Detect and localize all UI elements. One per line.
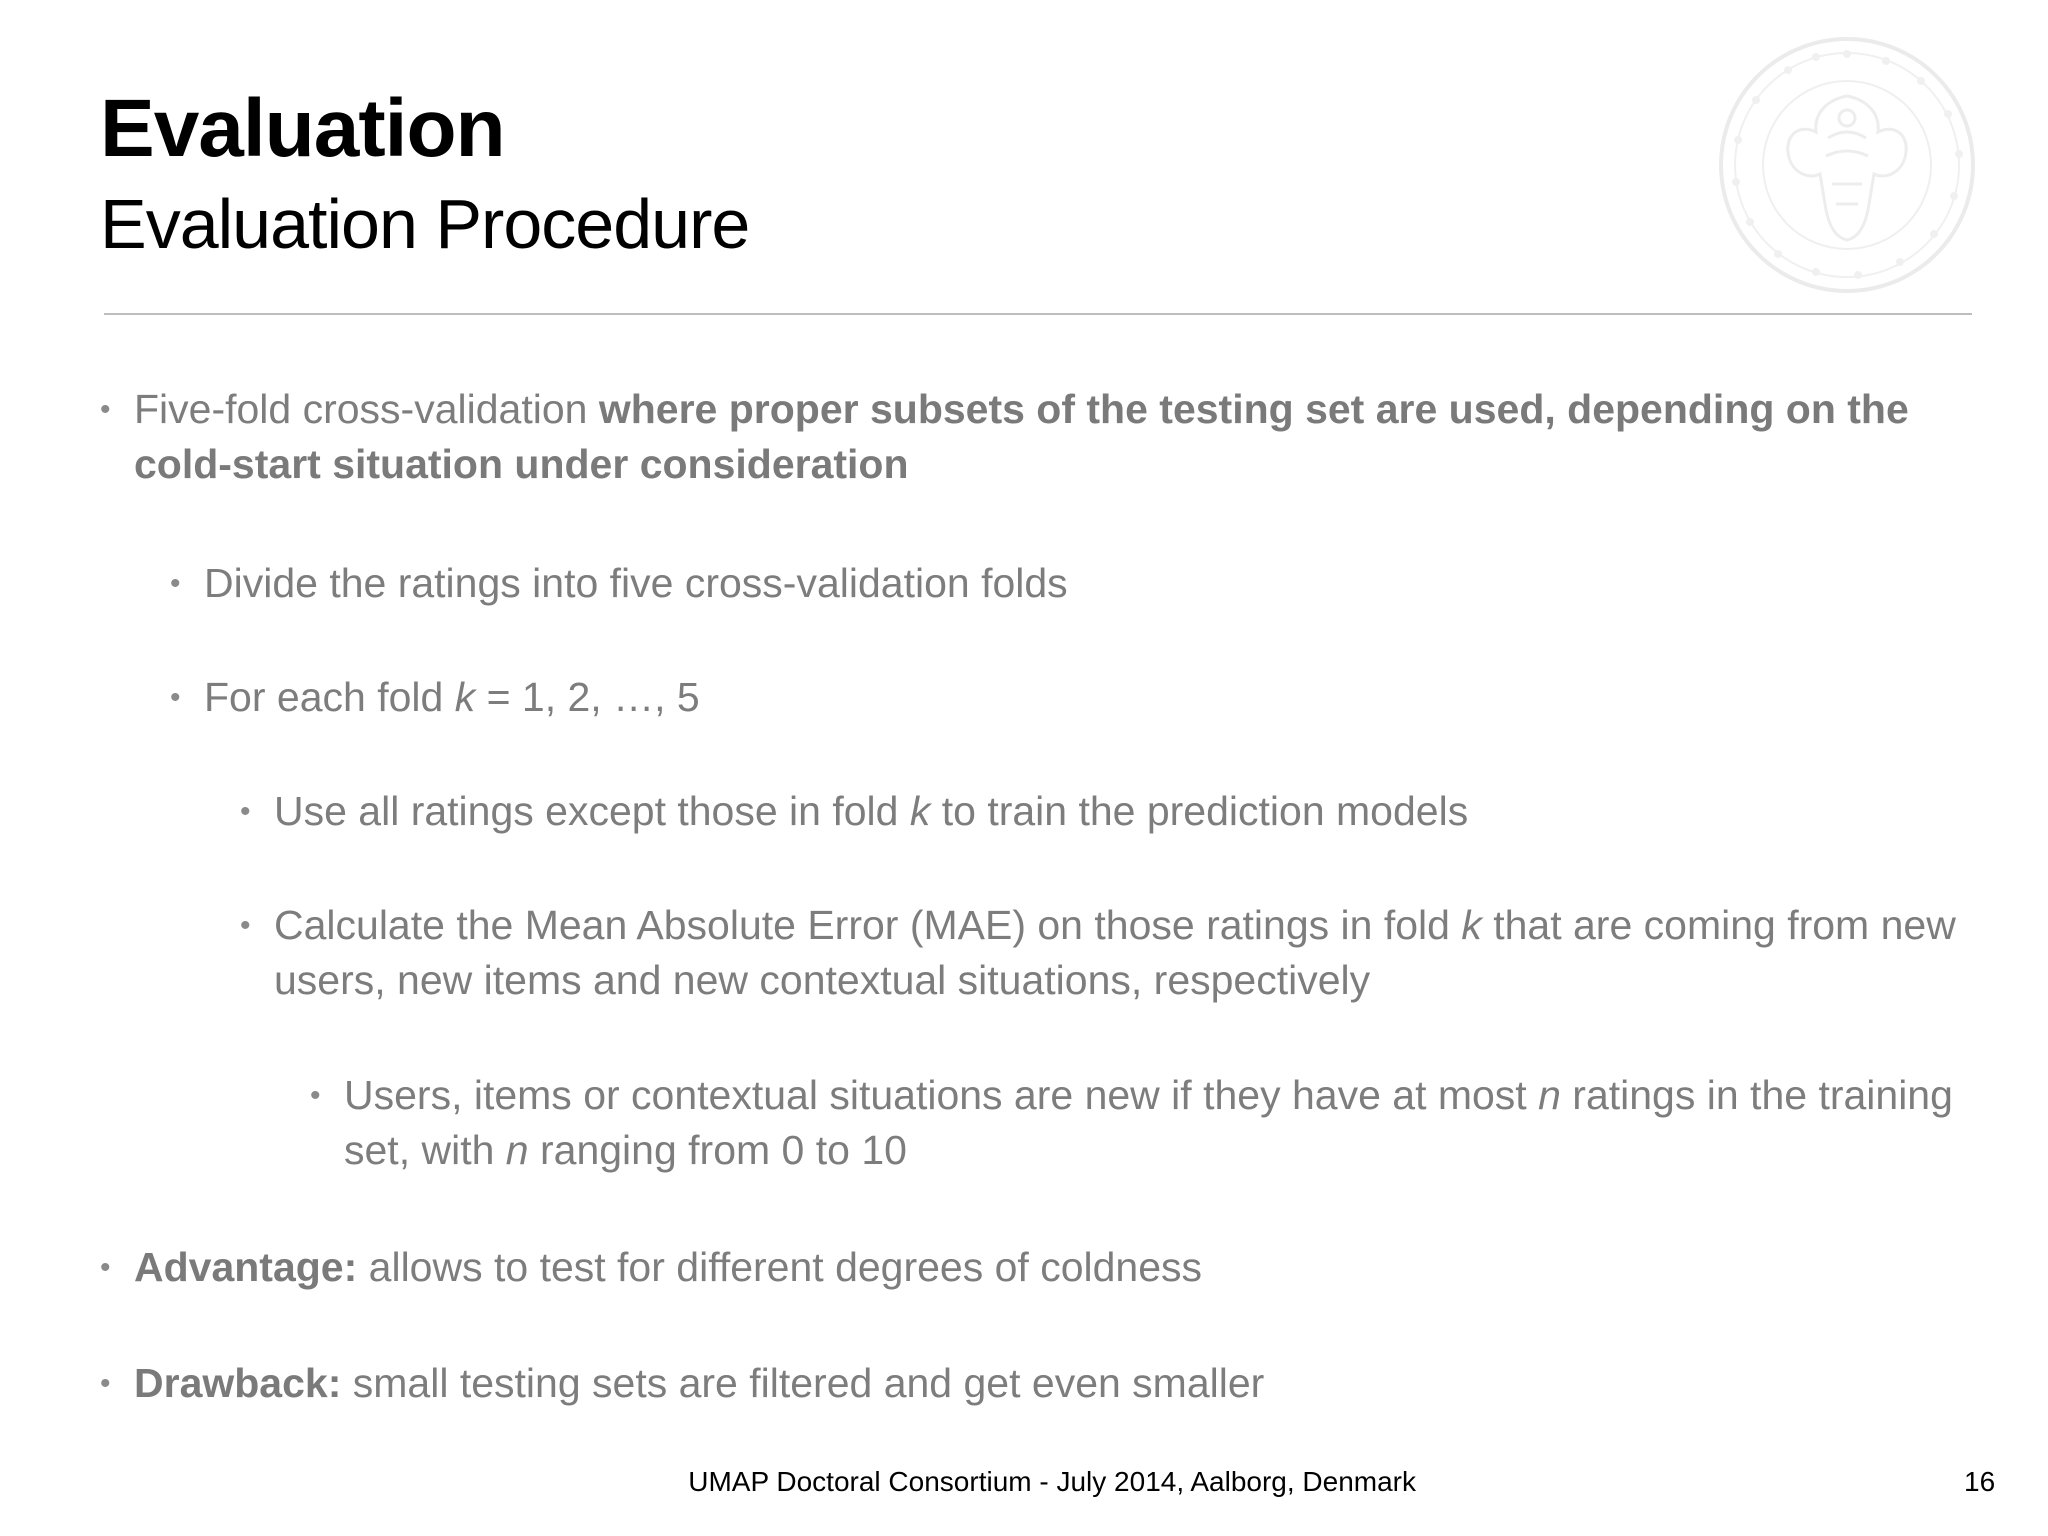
bullet-run: allows to test for different degrees of coldness <box>357 1244 1203 1290</box>
bullet-run: ranging from 0 to 10 <box>528 1127 907 1173</box>
bullet-text <box>204 560 1068 606</box>
bullet-item <box>310 1068 1968 1178</box>
bullet-run: For each fold <box>204 674 455 720</box>
bullet-run: to train the prediction models <box>930 788 1469 834</box>
bullet-item <box>240 898 1968 1008</box>
bullet-marker: • <box>240 795 251 828</box>
slide-footer: UMAP Doctoral Consortium - July 2014, Aalborg, Denmark <box>688 1466 1416 1497</box>
bullet-run: Drawback: <box>134 1360 342 1406</box>
bullet-run: Users, items or contextual situations are new if they have at most <box>344 1072 1539 1118</box>
bullet-run: where proper subsets of the testing set are used, depending on the cold-start situation under consideration <box>134 386 1909 487</box>
bullet-run: ratings in the training set, with <box>344 1072 1953 1173</box>
bullet-text <box>274 788 1468 834</box>
bullet-run: k <box>454 674 476 720</box>
bullet-run: k <box>909 788 931 834</box>
bullet-marker: • <box>170 681 181 714</box>
bullet-run: Advantage: <box>134 1244 358 1290</box>
bullet-marker: • <box>100 1251 111 1284</box>
bullet-run: n <box>1538 1072 1561 1118</box>
bullet-run: small testing sets are filtered and get even smaller <box>341 1360 1265 1406</box>
bullet-marker: • <box>100 393 111 426</box>
bullet-text <box>134 386 1909 487</box>
bullet-text <box>134 1360 1264 1406</box>
bullet-item <box>100 382 1968 492</box>
page-number: 16 <box>1964 1466 1996 1497</box>
slide-subtitle: Evaluation Procedure <box>100 185 750 263</box>
bullet-run: that are coming from new users, new items and new contextual situations, respectively <box>274 902 1956 1003</box>
bullet-run: k <box>1461 902 1482 948</box>
bullet-marker: • <box>240 909 251 942</box>
bullet-marker: • <box>310 1079 321 1112</box>
bullet-item <box>100 1356 1968 1411</box>
bullet-text <box>274 902 1956 1003</box>
bullet-run: Calculate the Mean Absolute Error (MAE) on those ratings in fold <box>274 902 1462 948</box>
bullet-item <box>240 784 1968 839</box>
bullet-run: = 1, 2, …, 5 <box>475 674 700 720</box>
bullet-text <box>204 674 700 720</box>
slide-title: Evaluation <box>100 83 505 174</box>
bullet-item <box>100 1240 1968 1295</box>
bullet-text <box>134 1244 1202 1290</box>
bullet-marker: • <box>100 1367 111 1400</box>
bullet-run: n <box>505 1127 529 1173</box>
bullet-run: Divide the ratings into five cross-validation folds <box>204 560 1068 606</box>
bullet-run: Five-fold cross-validation <box>134 386 599 432</box>
bullet-marker: • <box>170 567 181 600</box>
bullet-item <box>170 556 1968 611</box>
bullet-text <box>344 1072 1953 1173</box>
bullet-item <box>170 670 1968 725</box>
bullet-run: Use all ratings except those in fold <box>274 788 910 834</box>
